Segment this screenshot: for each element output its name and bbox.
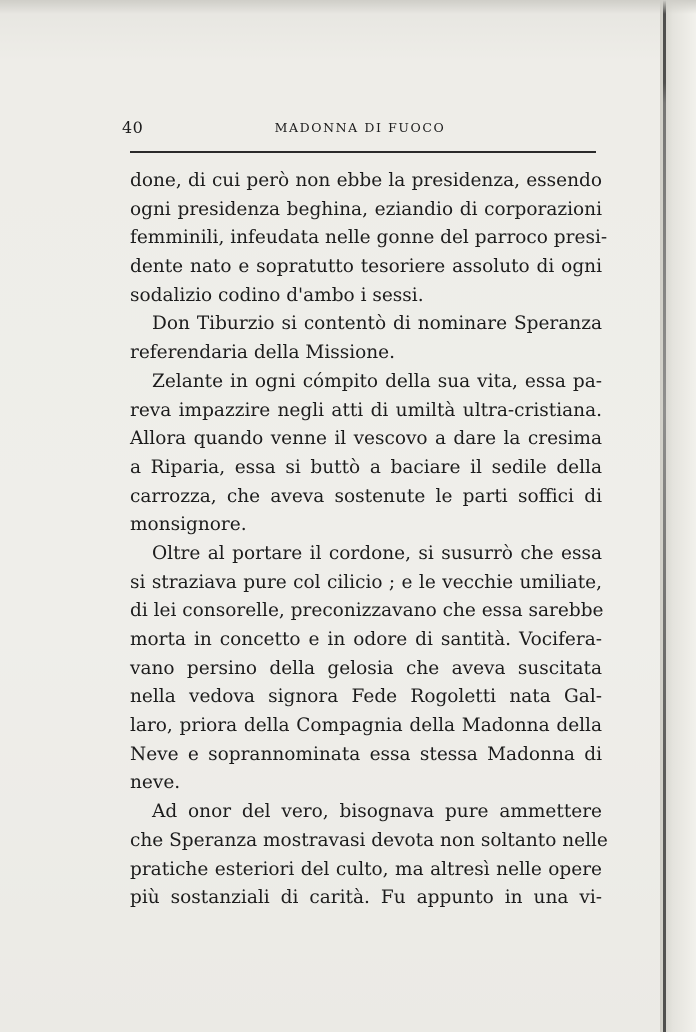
body-text bbox=[130, 167, 608, 913]
text-line: sodalizio codino d'ambo i sessi. bbox=[130, 284, 424, 306]
text-line: monsignore. bbox=[130, 514, 247, 536]
text-line: referendaria della Missione. bbox=[130, 342, 396, 364]
running-title: MADONNA DI FUOCO bbox=[274, 120, 446, 135]
text-line: dente nato e sopratutto tesoriere assoluto di ogni bbox=[130, 256, 602, 278]
text-line: si straziava pure col cilicio ; e le vecchie umiliate, bbox=[130, 571, 602, 593]
text-line: neve. bbox=[130, 772, 181, 794]
text-line: reva impazzire negli atti di umiltà ultra-cristiana. bbox=[130, 399, 602, 421]
text-line: Ad onor del vero, bisognava pure ammettere bbox=[152, 801, 602, 823]
text-line: ogni presidenza beghina, eziandio di corporazioni bbox=[130, 198, 602, 220]
text-line: più sostanziali di carità. Fu appunto in una vi- bbox=[130, 887, 602, 909]
text-line: a Riparia, essa si buttò a baciare il sedile della bbox=[130, 456, 602, 478]
text-line: vano persino della gelosia che aveva suscitata bbox=[130, 657, 602, 679]
text-line: laro, priora della Compagnia della Madonna della bbox=[130, 715, 602, 737]
text-line: pratiche esteriori del culto, ma altresì nelle opere bbox=[130, 858, 602, 880]
text-line: nella vedova signora Fede Rogoletti nata Gal- bbox=[130, 686, 602, 708]
text-line: done, di cui però non ebbe la presidenza, essendo bbox=[130, 170, 602, 191]
text-line: Oltre al portare il cordone, si susurrò che essa bbox=[152, 542, 602, 564]
page-header bbox=[122, 118, 598, 138]
text-line: morta in concetto e in odore di santità. Vocifera- bbox=[130, 629, 602, 650]
text-line: di lei consorelle, preconizzavano che essa sarebbe bbox=[130, 600, 604, 622]
page-number: 40 bbox=[122, 118, 144, 137]
text-line: Zelante in ogni cómpito della sua vita, essa pa- bbox=[152, 370, 602, 392]
text-line: Neve e soprannominata essa stessa Madonna di bbox=[130, 743, 602, 765]
text-line: Allora quando venne il vescovo a dare la cresima bbox=[130, 428, 602, 450]
page-edge-line bbox=[663, 0, 666, 1032]
text-line: femminili, infeudata nelle gonne del parroco presi- bbox=[130, 227, 608, 249]
text-line: Don Tiburzio si contentò di nominare Speranza bbox=[152, 313, 602, 335]
text-line: carrozza, che aveva sostenute le parti soffici di bbox=[130, 485, 602, 507]
header-rule bbox=[130, 151, 596, 153]
text-line: che Speranza mostravasi devota non soltanto nelle bbox=[130, 829, 608, 851]
top-shadow bbox=[0, 0, 696, 14]
